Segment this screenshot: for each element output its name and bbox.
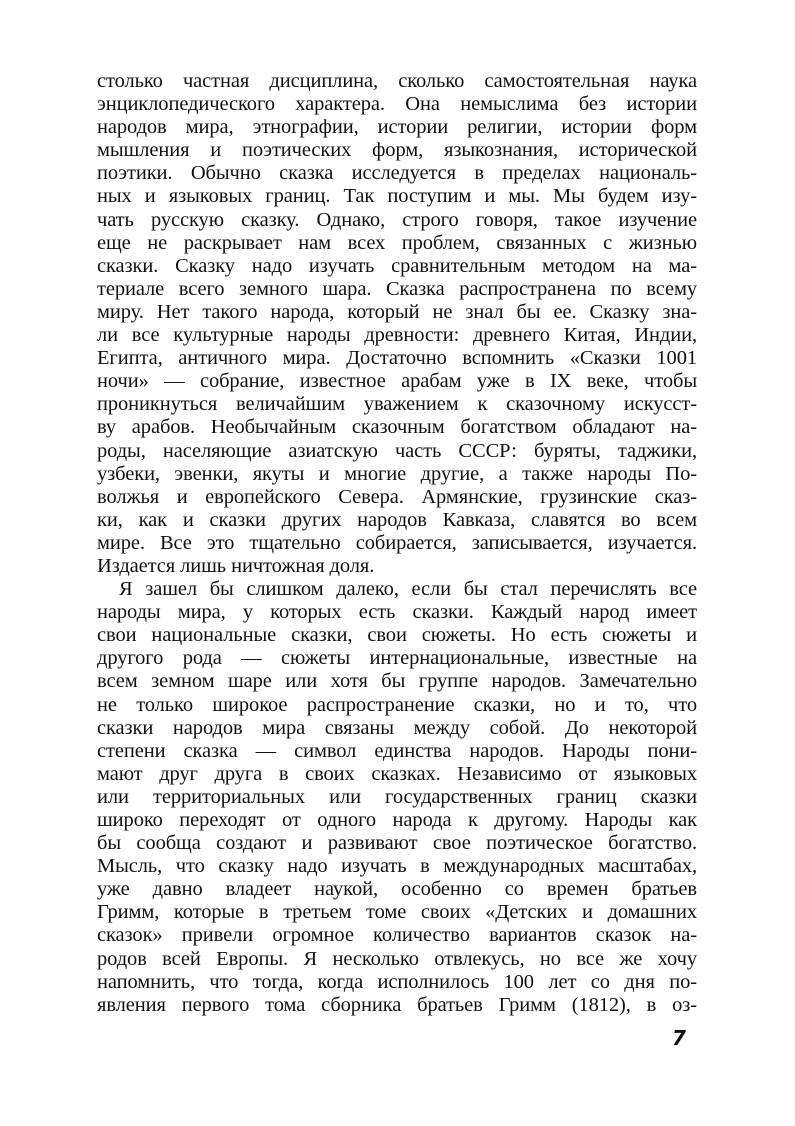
text-line: энциклопедического характера. Она немыслима без истории	[97, 93, 697, 116]
text-line: поэтики. Обычно сказка исследуется в пределах националь-	[97, 162, 697, 185]
text-line: ки, как и сказки других народов Кавказа, славятся во всем	[97, 508, 697, 531]
text-line: широко переходят от одного народа к другому. Народы как	[97, 809, 697, 831]
text-line: сказки. Сказку надо изучать сравнительным методом на ма-	[97, 254, 697, 277]
text-line: народы мира, у которых есть сказки. Каждый народ имеет	[97, 601, 697, 624]
text-line: роды, населяющие азиатскую часть СССР: буряты, таджики,	[97, 439, 697, 462]
body-text	[97, 70, 697, 1017]
text-line: еще не раскрывает нам всех проблем, связанных с жизнью	[97, 231, 697, 254]
text-line: уже давно владеет наукой, особенно со времен братьев	[97, 878, 697, 901]
text-line: Я зашел бы слишком далеко, если бы стал перечислять все	[119, 578, 697, 601]
text-line: Гримм, которые в третьем томе своих «Детских и домашних	[97, 901, 697, 924]
text-line: свои национальные сказки, свои сюжеты. Но есть сюжеты и	[97, 624, 697, 647]
text-line: родов всей Европы. Я несколько отвлекусь, но все же хочу	[97, 947, 697, 970]
text-line: не только широкое распространение сказки, но и то, что	[97, 693, 697, 716]
paragraph-2	[97, 578, 697, 1017]
text-line: мире. Все это тщательно собирается, записывается, изучается.	[97, 531, 697, 554]
text-line: всем земном шаре или хотя бы группе народов. Замечательно	[97, 670, 697, 693]
text-line: сказок» привели огромное количество вариантов сказок на-	[97, 924, 697, 947]
text-line: миру. Нет такого народа, который не знал бы ее. Сказку зна-	[97, 300, 697, 323]
text-line: напомнить, что тогда, когда исполнилось 100 лет со дня по-	[97, 970, 697, 993]
text-line: ночи» — собрание, известное арабам уже в IX веке, чтобы	[97, 370, 697, 393]
text-line: Издается лишь ничтожная доля.	[97, 554, 375, 577]
text-line: узбеки, эвенки, якуты и многие другие, а также народы По-	[97, 462, 697, 485]
text-line: териале всего земного шара. Сказка распространена по всему	[97, 277, 697, 300]
text-line: мышления и поэтических форм, языкознания, исторической	[97, 139, 697, 162]
text-line: Мысль, что сказку надо изучать в международных масштабах,	[97, 855, 697, 878]
text-line: народов мира, этнографии, истории религии, истории форм	[97, 116, 697, 139]
paragraph-1	[97, 70, 697, 578]
text-line: мают друг друга в своих сказках. Независимо от языковых	[97, 762, 697, 785]
text-line: степени сказка — символ единства народов. Народы пони-	[97, 739, 697, 762]
text-line: волжья и европейского Севера. Армянские, грузинские сказ-	[97, 485, 697, 508]
text-line: другого рода — сюжеты интернациональные, известные на	[97, 647, 697, 670]
text-line: явления первого тома сборника братьев Гримм (1812), в оз-	[97, 993, 697, 1016]
text-line: Египта, античного мира. Достаточно вспомнить «Сказки 1001	[97, 347, 697, 370]
text-line: бы сообща создают и развивают свое поэтическое богатство.	[97, 832, 697, 855]
text-line: или территориальных или государственных границ сказки	[97, 785, 697, 808]
text-line: ных и языковых границ. Так поступим и мы. Мы будем изу-	[97, 185, 697, 208]
text-line: столько частная дисциплина, сколько самостоятельная наука	[97, 70, 697, 92]
text-line: ву арабов. Необычайным сказочным богатством обладают на-	[97, 416, 697, 439]
text-line: ли все культурные народы древности: древнего Китая, Индии,	[97, 324, 697, 347]
page-number: 7	[672, 1026, 686, 1050]
text-line: сказки народов мира связаны между собой. До некоторой	[97, 716, 697, 739]
text-line: проникнуться величайшим уважением к сказочному искусст-	[97, 393, 697, 416]
text-line: чать русскую сказку. Однако, строго говоря, такое изучение	[97, 208, 697, 231]
